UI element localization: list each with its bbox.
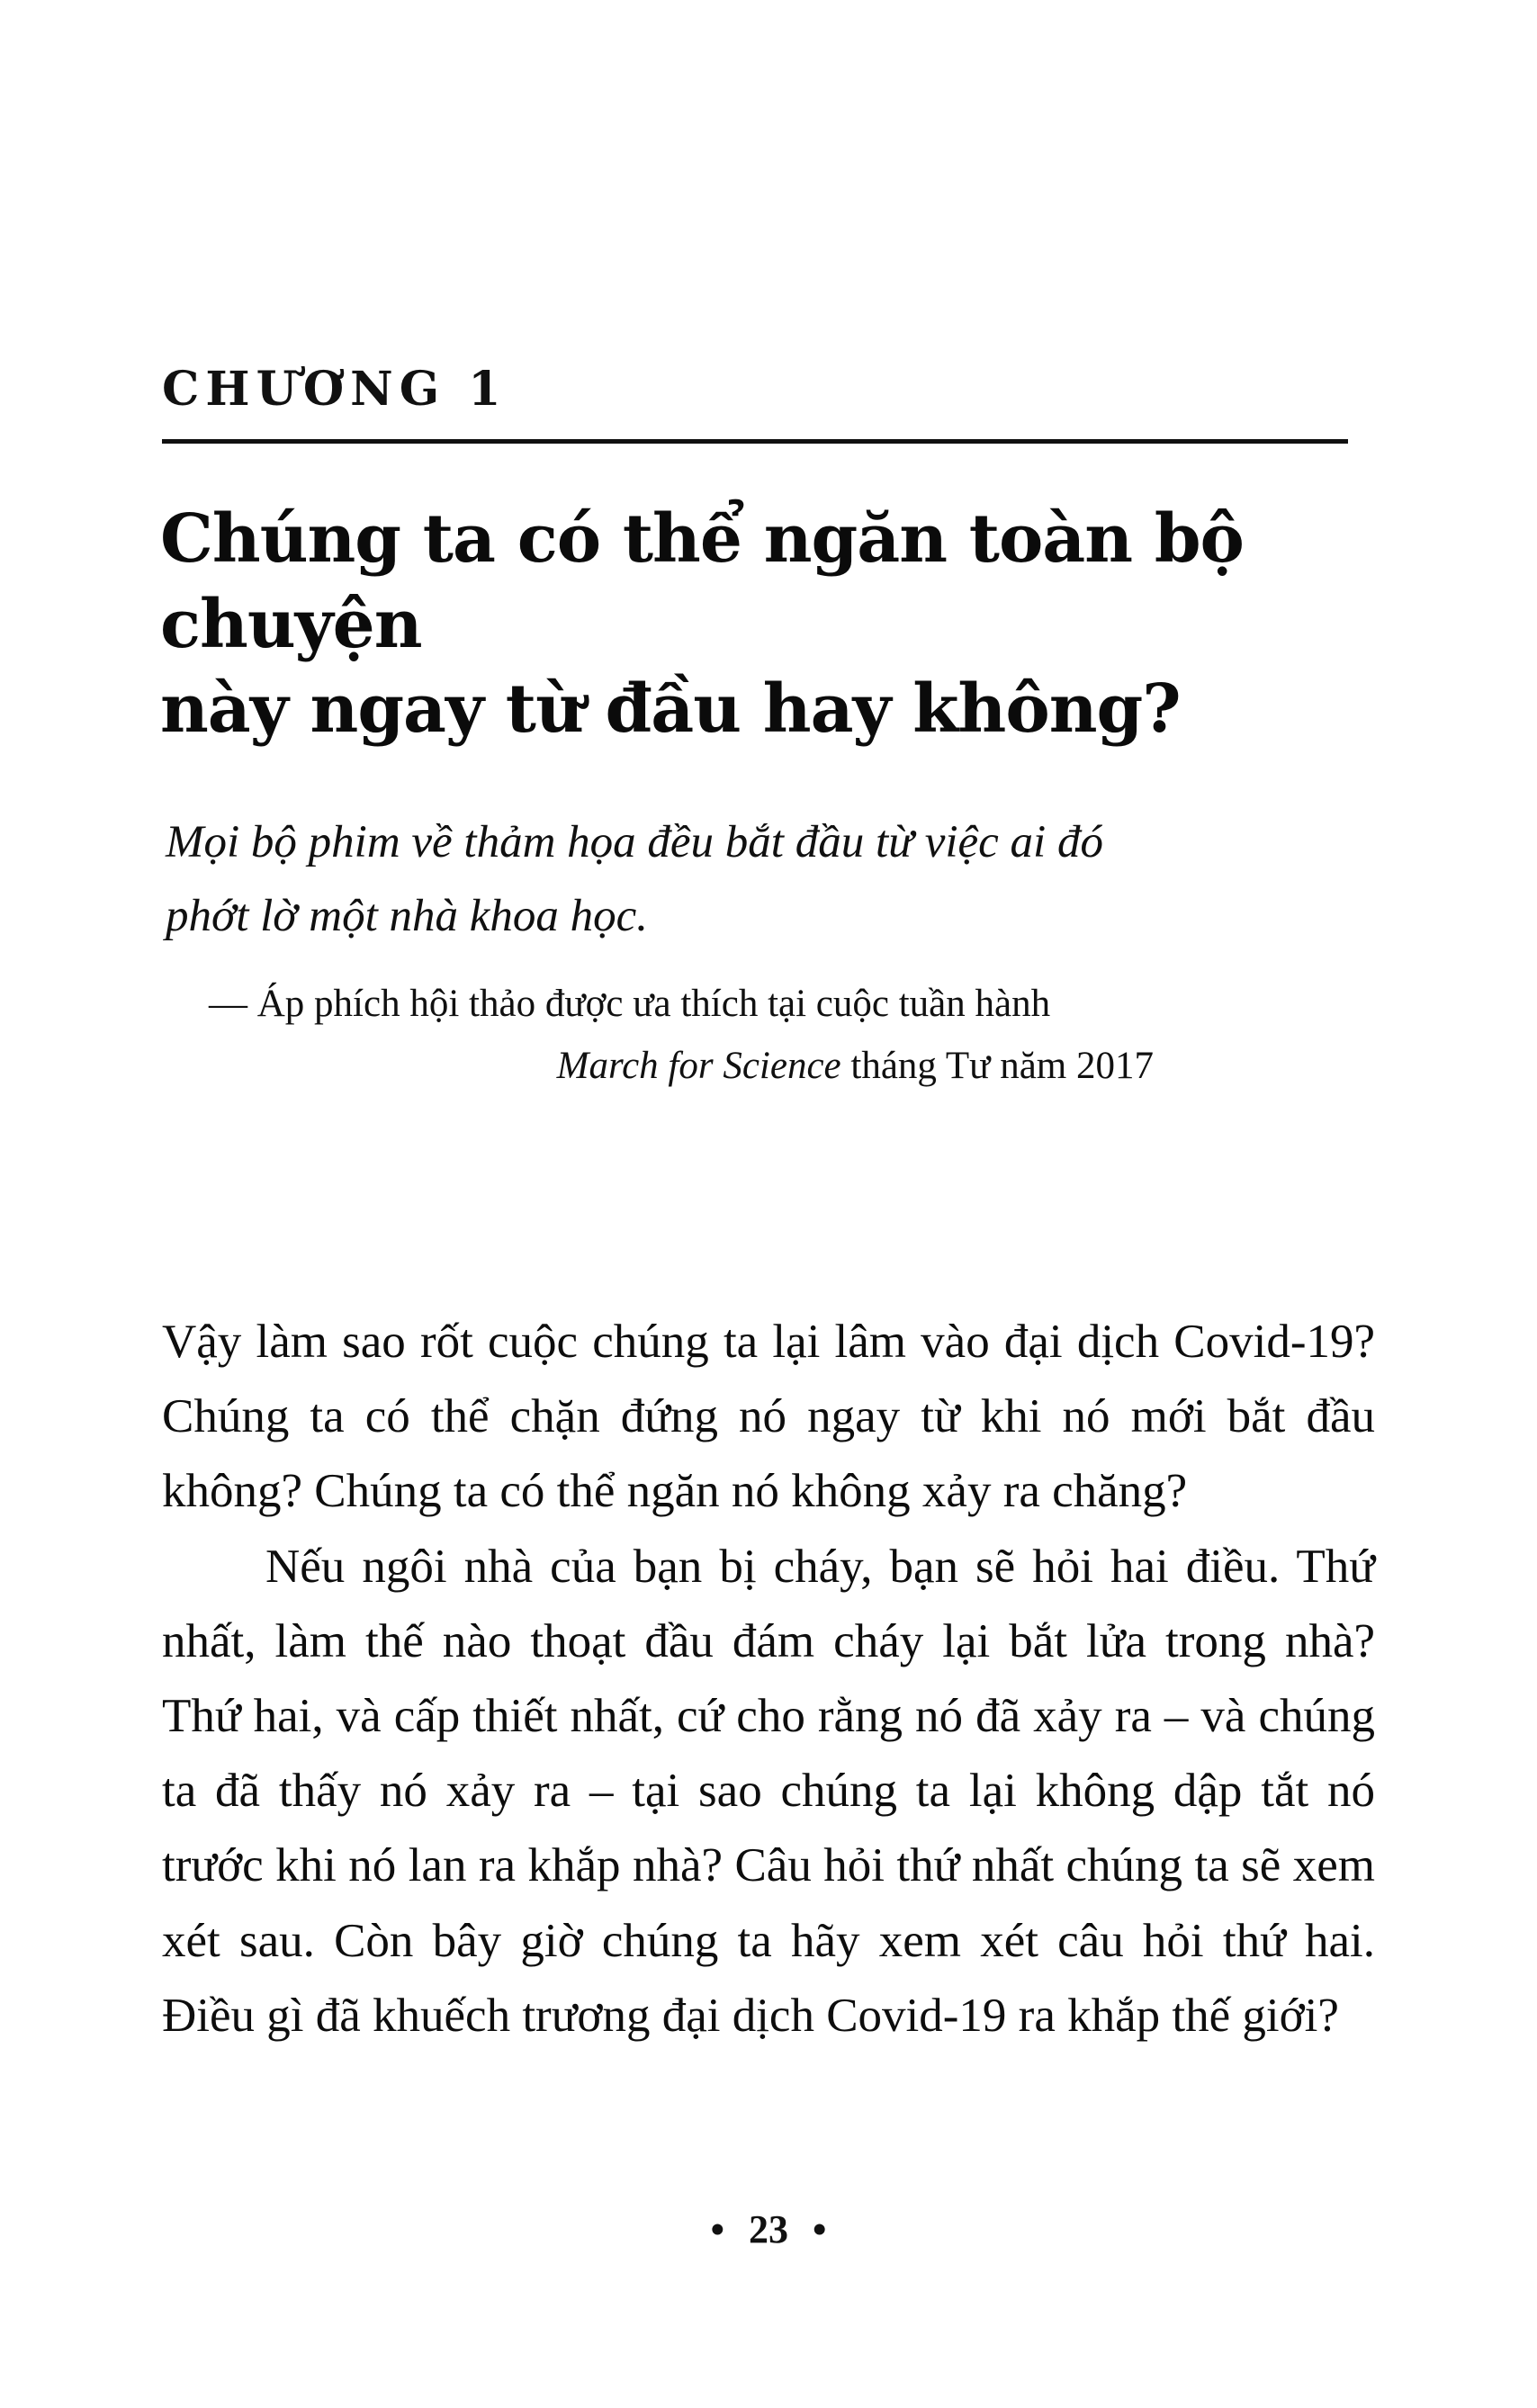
attribution-date-text: tháng Tư năm 2017 <box>840 1044 1154 1087</box>
page-number: • 23 • <box>710 2207 827 2251</box>
epigraph-line-1: Mọi bộ phim về thảm họa đều bắt đầu từ việc ai đó <box>166 817 1103 867</box>
chapter-label: CHƯƠNG 1 <box>162 362 508 417</box>
chapter-title-line-1: Chúng ta có thể ngăn toàn bộ chuyện <box>160 500 1244 663</box>
chapter-title <box>160 497 1402 752</box>
chapter-title-line-2: này ngay từ đầu hay không? <box>160 670 1181 749</box>
epigraph-line-2: phớt lờ một nhà khoa học. <box>166 890 649 941</box>
attribution-line-1: — Áp phích hội thảo được ưa thích tại cuộc tuần hành <box>209 983 1051 1025</box>
attribution-line-2 <box>209 1036 1163 1098</box>
body-text-block <box>162 1305 1375 2053</box>
attribution-work-title: March for Science <box>556 1044 841 1087</box>
epigraph-attribution <box>209 974 1163 1098</box>
epigraph-quote <box>166 806 1299 953</box>
chapter-underline-rule <box>162 439 1348 444</box>
body-paragraph-1: Vậy làm sao rốt cuộc chúng ta lại lâm vào đại dịch Covid-19? Chúng ta có thể chặn đứng nó ngay từ khi nó mới bắt đầu không? Chúng ta có thể ngăn nó không xảy ra chăng? <box>162 1316 1375 1518</box>
body-paragraph-2: Nếu ngôi nhà của bạn bị cháy, bạn sẽ hỏi hai điều. Thứ nhất, làm thế nào thoạt đầu đám cháy lại bắt lửa trong nhà? Thứ hai, và cấp thiết nhất, cứ cho rằng nó đã xảy ra – và chúng ta đã thấy nó xảy ra – tại sao chúng ta lại không dập tắt nó trước khi nó lan ra khắp nhà? Câu hỏi thứ nhất chúng ta sẽ xem xét sau. Còn bây giờ chúng ta hãy xem xét câu hỏi thứ hai. Điều gì đã khuếch trương đại dịch Covid-19 ra khắp thế giới? <box>162 1540 1375 2042</box>
